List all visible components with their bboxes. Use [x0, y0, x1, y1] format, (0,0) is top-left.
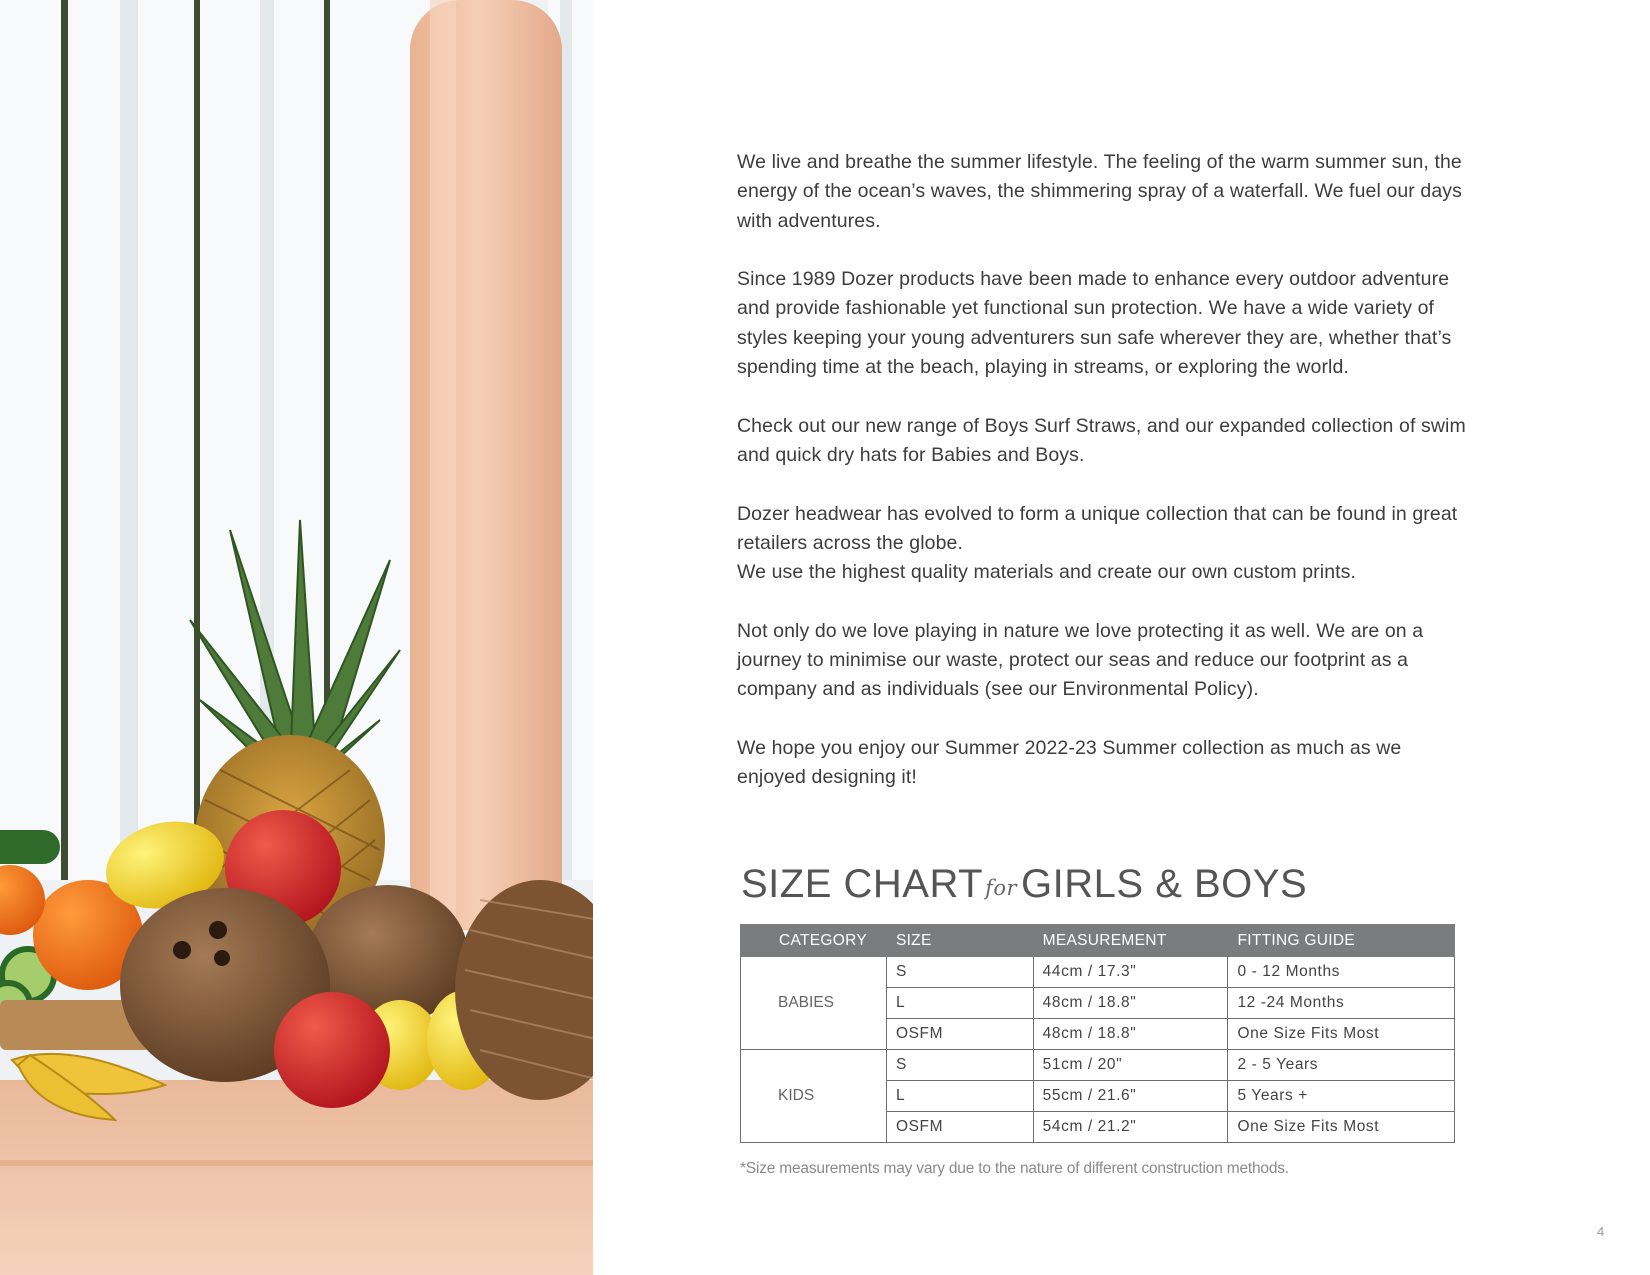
measurement-cell: 55cm / 21.6" — [1033, 1081, 1228, 1112]
column-header-size: SIZE — [886, 925, 1033, 957]
column-header-fitting-guide: FITTING GUIDE — [1228, 925, 1455, 957]
intro-paragraph: Dozer headwear has evolved to form a unique collection that can be found in great retailers across the globe. — [737, 502, 1458, 554]
fitting-guide-cell: One Size Fits Most — [1228, 1019, 1455, 1050]
fruit-still-life-image — [0, 0, 593, 1275]
size-cell: L — [886, 988, 1033, 1019]
hero-photo — [0, 0, 593, 1275]
fitting-guide-cell: 2 - 5 Years — [1228, 1050, 1455, 1081]
size-chart-title-for: for — [985, 876, 1018, 900]
size-disclaimer: *Size measurements may vary due to the nature of different construction methods. — [740, 1160, 1289, 1177]
size-chart-title-main: SIZE CHART — [741, 862, 984, 906]
fitting-guide-cell: 12 -24 Months — [1228, 988, 1455, 1019]
size-cell: L — [886, 1081, 1033, 1112]
table-row — [741, 957, 1455, 988]
column-header-measurement: MEASUREMENT — [1033, 925, 1228, 957]
measurement-cell: 44cm / 17.3" — [1033, 957, 1228, 988]
category-cell: BABIES — [741, 957, 887, 1050]
fitting-guide-cell: One Size Fits Most — [1228, 1112, 1455, 1143]
page-number: 4 — [1597, 1224, 1605, 1239]
measurement-cell: 48cm / 18.8" — [1033, 988, 1228, 1019]
intro-paragraph: Since 1989 Dozer products have been made to enhance every outdoor adventure and provide fashionable yet functional sun protection. We have a wide variety of styles keeping your young adventurers sun safe wherever they are, whether that’s spending time at the beach, playing in streams, or exploring the world. — [737, 268, 1452, 379]
intro-paragraph: Not only do we love playing in nature we love protecting it as well. We are on a journey to minimise our waste, protect our seas and reduce our footprint as a company and as individuals (see our Environmental Policy). — [737, 619, 1424, 701]
intro-paragraph: Check out our new range of Boys Surf Straws, and our expanded collection of swim and quick dry hats for Babies and Boys. — [737, 414, 1466, 466]
size-cell: OSFM — [886, 1019, 1033, 1050]
table-row — [741, 1050, 1455, 1081]
table-header-row — [741, 925, 1455, 957]
size-cell: S — [886, 1050, 1033, 1081]
size-cell: S — [886, 957, 1033, 988]
size-cell: OSFM — [886, 1112, 1033, 1143]
category-cell: KIDS — [741, 1050, 887, 1143]
intro-paragraph: We hope you enjoy our Summer 2022-23 Summer collection as much as we enjoyed designing it! — [737, 736, 1402, 789]
column-header-category: CATEGORY — [741, 925, 887, 957]
intro-paragraph: We live and breathe the summer lifestyle. The feeling of the warm summer sun, the energy of the ocean’s waves, the shimmering spray of a waterfall. We fuel our days with adventures. — [737, 151, 1463, 232]
size-chart-table — [740, 924, 1455, 1143]
fitting-guide-cell: 0 - 12 Months — [1228, 957, 1455, 988]
measurement-cell: 48cm / 18.8" — [1033, 1019, 1228, 1050]
intro-copy — [737, 148, 1467, 822]
size-chart-title — [741, 862, 1307, 907]
size-chart-title-rest: GIRLS & BOYS — [1021, 862, 1308, 906]
measurement-cell: 51cm / 20" — [1033, 1050, 1228, 1081]
measurement-cell: 54cm / 21.2" — [1033, 1112, 1228, 1143]
intro-paragraph: We use the highest quality materials and create our own custom prints. — [737, 561, 1357, 584]
fitting-guide-cell: 5 Years + — [1228, 1081, 1455, 1112]
